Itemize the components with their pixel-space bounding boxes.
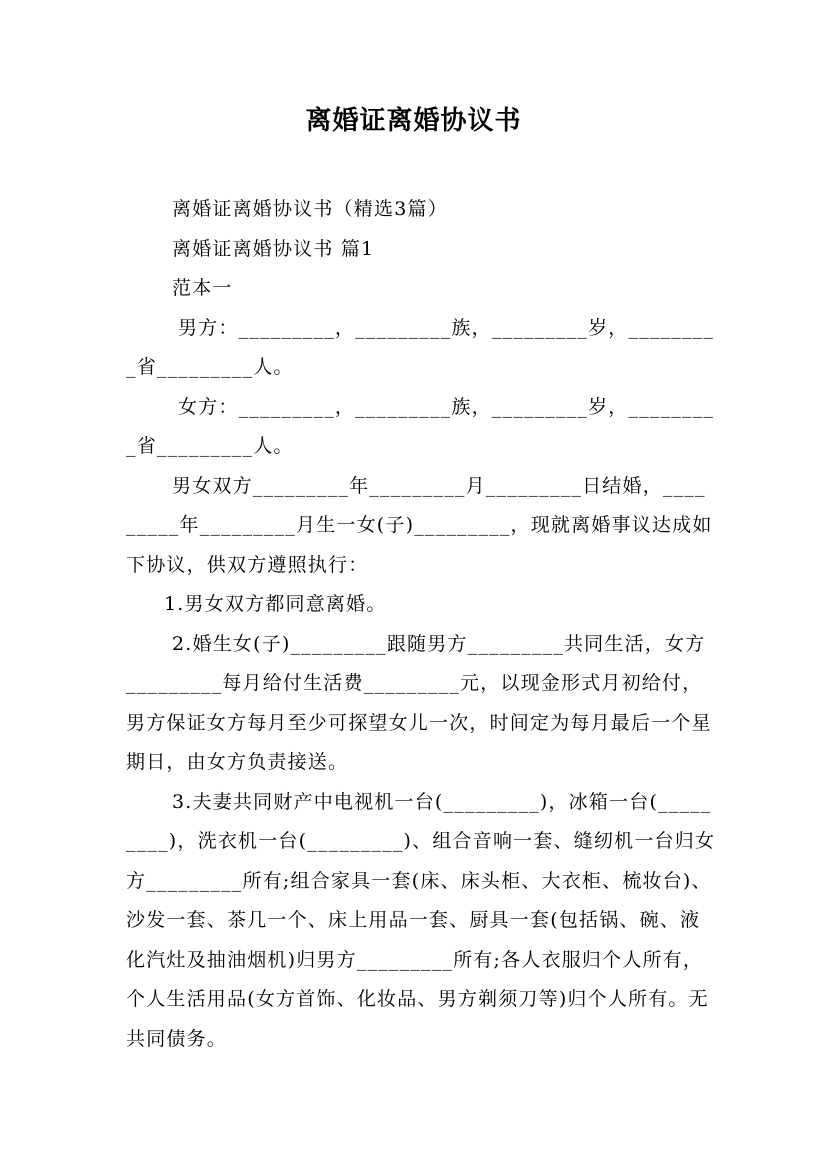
paragraph-clause-2: 2.婚生女(子)_________跟随男方_________共同生活，女方_________每月给付生活费_________元，以现金形式月初给付，男方保证女方每月至少可探望女儿一次，时间定为每月最后一个星期日，由女方负责接送。 — [126, 632, 712, 773]
paragraph-section-heading: 离婚证离婚协议书 篇1 — [172, 237, 375, 260]
paragraph-clause-3: 3.夫妻共同财产中电视机一台(_________)，冰箱一台(_________)，洗衣机一台(_________)、组合音响一套、缝纫机一台归女方_________所有;组合家具一套(床、床头柜、大衣柜、梳妆台)、沙发一套、茶几一个、床上用品一套、厨具一套(包括锅、碗、液化汽灶及抽油烟机)归男方_________所有;各人衣服归个人所有，个人生活用品(女方首饰、化妆品、男方剃须刀等)归个人所有。无共同债务。 — [126, 790, 716, 1050]
paragraph-template-label: 范本一 — [172, 277, 233, 299]
paragraph-subtitle: 离婚证离婚协议书（精选3篇） — [172, 198, 448, 220]
document-title: 离婚证离婚协议书 — [305, 106, 522, 136]
document-body — [126, 190, 716, 1059]
paragraph-female-party: 女方：_________，_________族，_________岁，_________省_________人。 — [126, 395, 715, 457]
paragraph-clause-1: 1.男女双方都同意离婚。 — [164, 593, 387, 615]
paragraph-male-party: 男方：_________，_________族，_________岁，_________省_________人。 — [126, 316, 715, 378]
paragraph-marriage-info: 男女双方_________年_________月_________日结婚，_________年_________月生一女(子)_________，现就离婚事议达成如下协议，供双方遵照执行： — [126, 474, 713, 576]
